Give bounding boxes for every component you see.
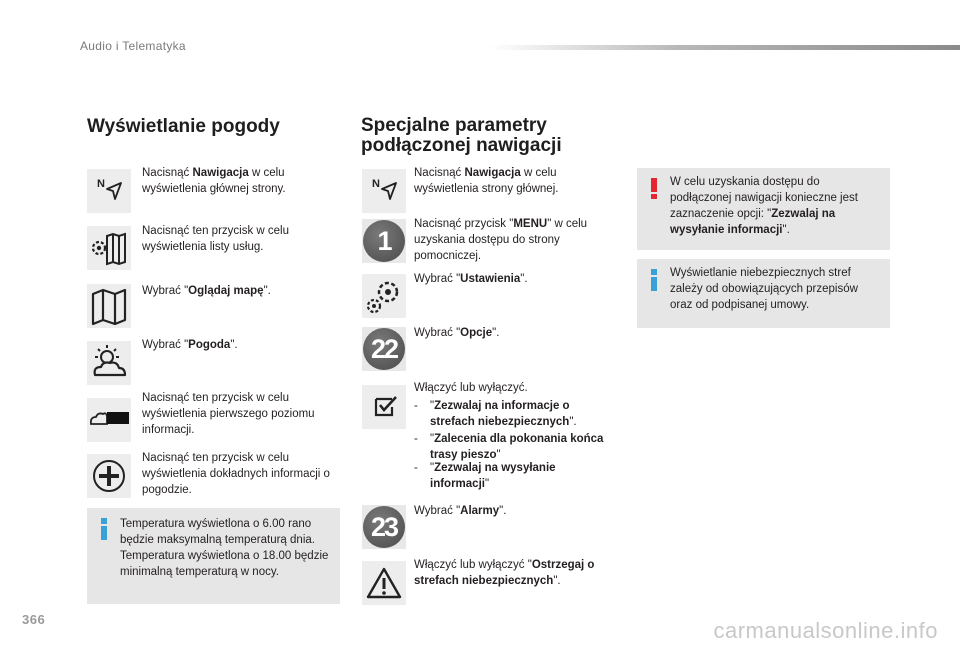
warning-note: [637, 168, 890, 250]
page-number: 366: [22, 612, 46, 627]
header-gradient-bar: [490, 45, 960, 50]
temperature-info-note: [87, 508, 340, 604]
svg-text:N: N: [97, 178, 105, 190]
navigation-icon: [87, 169, 131, 213]
settings-gears-icon: [362, 274, 406, 318]
option-dash-1: -: [414, 400, 418, 412]
option-zezwalaj-info: "Zezwalaj na informacje o strefach niebezpiecznych".: [430, 400, 577, 428]
option-dash-2: -: [414, 433, 418, 445]
watermark: carmanualsonline.info: [713, 618, 938, 643]
middle-step-6-text: Wybrać "Alarmy".: [414, 505, 507, 517]
option-dash-3: -: [414, 462, 418, 474]
warning-triangle-icon: [362, 561, 406, 605]
warning-icon: [651, 178, 657, 199]
left-step-1-text: Nacisnąć Nawigacja w celu wyświetlenia głównej strony.: [142, 167, 286, 195]
middle-step-1-text: Nacisnąć Nawigacja w celu wyświetlenia strony głównej.: [414, 167, 559, 195]
option-zezwalaj-wysylanie: "Zezwalaj na wysyłanie informacji": [430, 462, 556, 490]
middle-step-7-text: Włączyć lub wyłączyć "Ostrzegaj o strefach niebezpiecznych".: [414, 559, 595, 587]
info-note-text: Wyświetlanie niebezpiecznych stref zależy od obowiązujących przepisów oraz od podpisanej umowy.: [670, 267, 858, 311]
weather-icon: [87, 341, 131, 385]
plus-icon: [87, 454, 131, 498]
services-map-icon: [87, 226, 131, 270]
temperature-info-text: Temperatura wyświetlona o 6.00 rano będzie maksymalną temperaturą dnia. Temperatura wyświetlona o 18.00 będzie minimalną temperaturą w nocy.: [120, 518, 329, 578]
info-icon: [651, 269, 657, 291]
left-step-6-text: Nacisnąć ten przycisk w celu wyświetlenia dokładnych informacji o pogodzie.: [142, 452, 330, 496]
middle-step-5-text: Włączyć lub wyłączyć.: [414, 382, 528, 394]
middle-step-3-text: Wybrać "Ustawienia".: [414, 273, 528, 285]
left-step-2-text: Nacisnąć ten przycisk w celu wyświetlenia listy usług.: [142, 225, 289, 253]
weather-level-icon: [87, 398, 131, 442]
option-zalecenia: "Zalecenia dla pokonania końca trasy pieszo": [430, 433, 604, 461]
checkbox-icon: [362, 385, 406, 429]
left-step-4-text: Wybrać "Pogoda".: [142, 339, 238, 351]
left-section-title: Wyświetlanie pogody: [87, 116, 280, 137]
middle-step-4-text: Wybrać "Opcje".: [414, 327, 500, 339]
warning-note-text: W celu uzyskania dostępu do podłączonej nawigacji konieczne jest zaznaczenie opcji: "Zezwalaj na wysyłanie informacji".: [670, 176, 858, 236]
middle-section-title: Specjalne parametry podłączonej nawigacji: [361, 115, 562, 156]
step-badge-22: 22: [362, 327, 406, 371]
svg-text:N: N: [372, 178, 380, 190]
step-badge-1: 1: [362, 219, 406, 263]
left-step-3-text: Wybrać "Oglądaj mapę".: [142, 285, 271, 297]
step-badge-23: 23: [362, 505, 406, 549]
info-icon: [101, 518, 107, 540]
middle-step-2-text: Nacisnąć przycisk "MENU" w celu uzyskania dostępu do strony pomocniczej.: [414, 218, 588, 262]
info-note: [637, 259, 890, 328]
section-title: Audio i Telematyka: [80, 39, 186, 53]
navigation-icon: [362, 169, 406, 213]
left-step-5-text: Nacisnąć ten przycisk w celu wyświetlenia pierwszego poziomu informacji.: [142, 392, 315, 436]
map-icon: [87, 284, 131, 328]
